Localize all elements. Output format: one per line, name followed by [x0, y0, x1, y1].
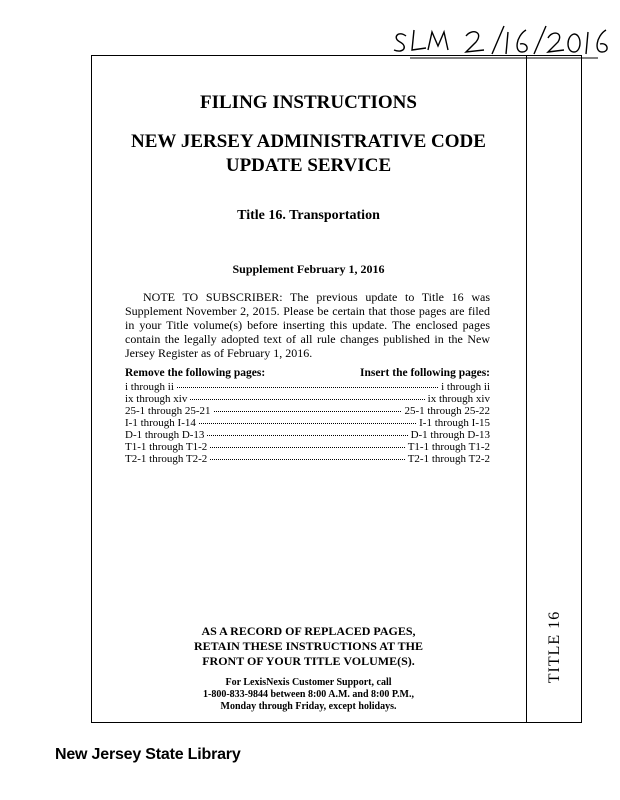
- table-row: [125, 417, 490, 429]
- support-line2: 1-800-833-9844 between 8:00 A.M. and 8:00 P.M.,: [202, 689, 414, 700]
- table-row: [125, 393, 490, 405]
- dot-leader: [177, 387, 438, 388]
- service-heading: [91, 130, 526, 178]
- remove-range: 25-1 through 25-21: [125, 405, 211, 417]
- library-footer: New Jersey State Library: [55, 746, 241, 763]
- remove-pages-header: Remove the following pages:: [125, 367, 266, 379]
- record-notice-line2: RETAIN THESE INSTRUCTIONS AT THE: [194, 639, 423, 653]
- page-table-header: [125, 367, 490, 381]
- insert-range: T2-1 through T2-2: [407, 453, 490, 465]
- record-notice: [91, 624, 526, 669]
- remove-range: T1-1 through T1-2: [125, 441, 208, 453]
- record-notice-line1: AS A RECORD OF REPLACED PAGES,: [201, 624, 416, 638]
- insert-range: I-1 through I-15: [419, 417, 490, 429]
- dot-leader: [190, 399, 424, 400]
- dot-leader: [210, 447, 404, 448]
- side-tab-divider: [526, 55, 527, 723]
- service-heading-line1: NEW JERSEY ADMINISTRATIVE CODE: [131, 131, 486, 152]
- supplement-date: Supplement February 1, 2016: [232, 262, 385, 276]
- support-line3: Monday through Friday, except holidays.: [220, 701, 397, 712]
- remove-range: D-1 through D-13: [125, 429, 205, 441]
- remove-range: I-1 through I-14: [125, 417, 196, 429]
- table-row: [125, 453, 490, 465]
- insert-range: D-1 through D-13: [410, 429, 490, 441]
- page-table: [125, 381, 490, 465]
- dot-leader: [207, 435, 407, 436]
- dot-leader: [210, 459, 404, 460]
- support-line1: For LexisNexis Customer Support, call: [225, 677, 392, 688]
- dot-leader: [199, 423, 416, 424]
- dot-leader: [214, 411, 402, 412]
- remove-range: T2-1 through T2-2: [125, 453, 208, 465]
- insert-range: T1-1 through T1-2: [407, 441, 490, 453]
- table-row: [125, 429, 490, 441]
- side-tab-label: TITLE 16: [546, 610, 563, 684]
- insert-range: ix through xiv: [427, 393, 490, 405]
- remove-range: ix through xiv: [125, 393, 188, 405]
- remove-range: i through ii: [125, 381, 174, 393]
- insert-pages-header: Insert the following pages:: [359, 367, 490, 379]
- customer-support-info: [91, 677, 526, 713]
- insert-range: i through ii: [441, 381, 490, 393]
- title-heading: Title 16. Transportation: [237, 208, 380, 223]
- service-heading-line2: UPDATE SERVICE: [225, 155, 392, 176]
- note-text: NOTE TO SUBSCRIBER: The previous update to Title 16 was Supplement November 2, 2015. Please be certain that those pages are filed in your Title volume(s) before inserting this update. The enclosed pages contain the legally adopted text of all rule changes published in the New Jersey Register as of February 1, 2016.: [125, 290, 490, 360]
- filing-instructions-heading: FILING INSTRUCTIONS: [200, 92, 417, 113]
- note-to-subscriber: [125, 290, 490, 360]
- table-row: [125, 381, 490, 393]
- insert-range: 25-1 through 25-22: [404, 405, 490, 417]
- table-row: [125, 441, 490, 453]
- table-row: [125, 405, 490, 417]
- record-notice-line3: FRONT OF YOUR TITLE VOLUME(S).: [202, 654, 415, 668]
